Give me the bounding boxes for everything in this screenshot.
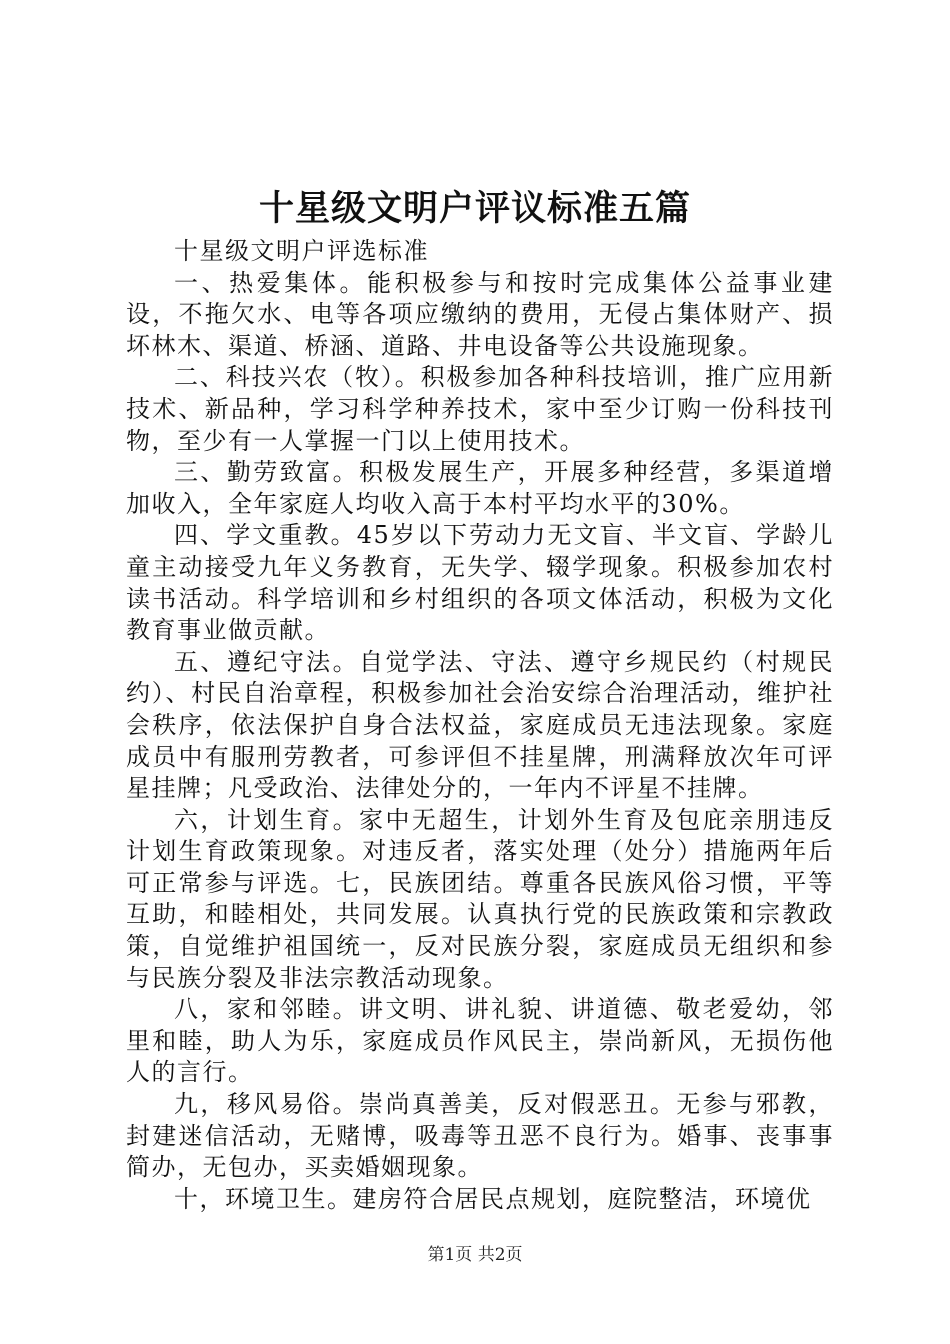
paragraph-8: 八，家和邻睦。讲文明、讲礼貌、讲道德、敬老爱幼，邻里和睦，助人为乐，家庭成员作风民主，崇尚新风，无损伤他人的言行。 [126,995,834,1087]
paragraph-6: 六，计划生育。家中无超生，计划外生育及包庇亲朋违反计划生育政策现象。对违反者，落实处理（处分）措施两年后可正常参与评选。七，民族团结。尊重各民族风俗习惯，平等互助，和睦相处，共同发展。认真执行党的民族政策和宗教政策，自觉维护祖国统一，反对民族分裂，家庭成员无组织和参与民族分裂及非法宗教活动现象。 [126,805,834,992]
paragraph-9: 九，移风易俗。崇尚真善美，反对假恶丑。无参与邪教，封建迷信活动，无赌博，吸毒等丑恶不良行为。婚事、丧事事简办，无包办，买卖婚姻现象。 [126,1090,834,1182]
paragraph-2: 二、科技兴农（牧）。积极参加各种科技培训，推广应用新技术、新品种，学习科学种养技术，家中至少订购一份科技刊物，至少有一人掌握一门以上使用技术。 [126,363,834,455]
paragraph-5: 五、遵纪守法。自觉学法、守法、遵守乡规民约（村规民约）、村民自治章程，积极参加社会治安综合治理活动，维护社会秩序，依法保护自身合法权益，家庭成员无违法现象。家庭成员中有服刑劳教者，可参评但不挂星牌，刑满释放次年可评星挂牌；凡受政治、法律处分的，一年内不评星不挂牌。 [126,647,834,803]
page-footer: 第1页 共2页 [427,1245,523,1265]
paragraph-10: 十，环境卫生。建房符合居民点规划，庭院整洁，环境优 [174,1184,812,1213]
paragraph-3: 三、勤劳致富。积极发展生产，开展多种经营，多渠道增加收入，全年家庭人均收入高于本村平均水平的30%。 [126,458,834,518]
page-title: 十星级文明户评议标准五篇 [258,188,691,229]
paragraph-subtitle: 十星级文明户评选标准 [174,237,429,265]
paragraph-1: 一、热爱集体。能积极参与和按时完成集体公益事业建设，不拖欠水、电等各项应缴纳的费用，无侵占集体财产、损坏林木、渠道、桥涵、道路、井电设备等公共设施现象。 [126,268,834,360]
document-body [126,236,834,1215]
paragraph-4: 四、学文重教。45岁以下劳动力无文盲、半文盲、学龄儿童主动接受九年义务教育，无失学、辍学现象。积极参加农村读书活动。科学培训和乡村组织的各项文体活动，积极为文化教育事业做贡献。 [126,521,834,645]
